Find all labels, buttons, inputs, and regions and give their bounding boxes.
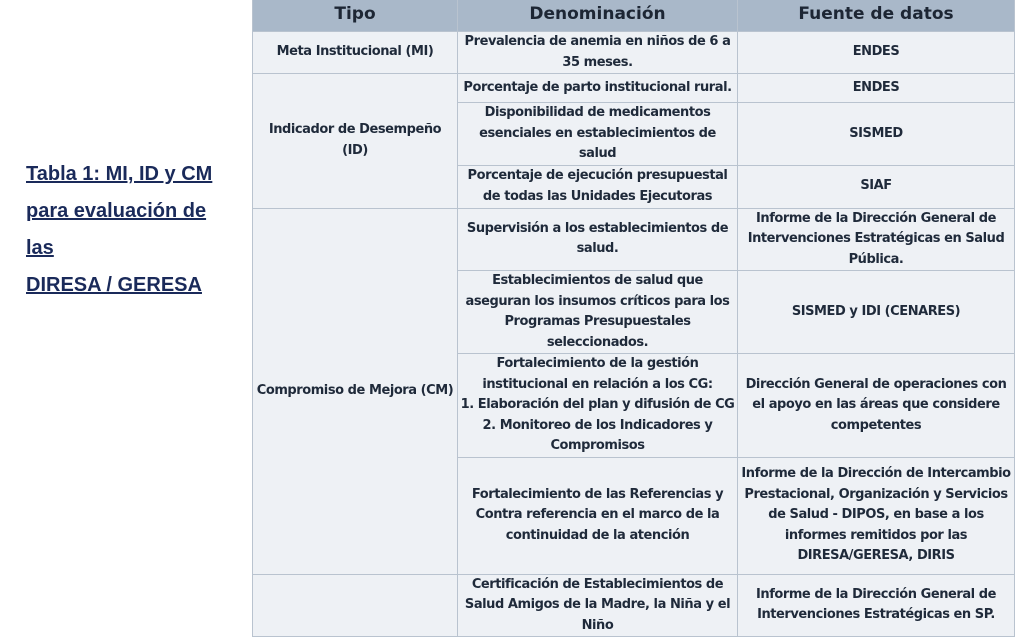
fuente-cell: ENDES bbox=[738, 32, 1015, 74]
table-row bbox=[253, 208, 1015, 271]
denominacion-cell: Prevalencia de anemia en niños de 6 a 35 meses. bbox=[458, 32, 738, 74]
fuente-cell: ENDES bbox=[738, 74, 1015, 103]
slide-title bbox=[26, 156, 238, 304]
denominacion-cell: Supervisión a los establecimientos de salud. bbox=[458, 208, 738, 271]
evaluation-table bbox=[252, 0, 1015, 637]
fuente-cell: Informe de la Dirección General de Intervenciones Estratégicas en SP. bbox=[738, 574, 1015, 637]
slide-title-line-2: para evaluación de las bbox=[26, 200, 207, 259]
denominacion-line: Fortalecimiento de la gestión institucional en relación a los CG: bbox=[482, 356, 713, 392]
tipo-cell-mi: Meta Institucional (MI) bbox=[253, 32, 458, 74]
header-denominacion: Denominación bbox=[458, 0, 738, 32]
denominacion-line: 1. Elaboración del plan y difusión de CG bbox=[460, 397, 735, 412]
denominacion-cell: Fortalecimiento de las Referencias y Contra referencia en el marco de la continuidad de la atención bbox=[458, 457, 738, 574]
table-header-row bbox=[253, 0, 1015, 32]
fuente-cell: Informe de la Dirección General de Intervenciones Estratégicas en Salud Pública. bbox=[738, 208, 1015, 271]
denominacion-cell bbox=[458, 354, 738, 458]
fuente-cell: SISMED y IDI (CENARES) bbox=[738, 271, 1015, 354]
slide-title-line-1: Tabla 1: MI, ID y CM bbox=[26, 163, 213, 185]
denominacion-cell: Establecimientos de salud que aseguran los insumos críticos para los Programas Presupuestales seleccionados. bbox=[458, 271, 738, 354]
tipo-cell-last bbox=[253, 574, 458, 637]
fuente-cell: Informe de la Dirección de Intercambio Prestacional, Organización y Servicios de Salud - DIPOS, en base a los informes remitidos por las DIRESA/GERESA, DIRIS bbox=[738, 457, 1015, 574]
fuente-cell: SIAF bbox=[738, 165, 1015, 208]
denominacion-cell: Porcentaje de parto institucional rural. bbox=[458, 74, 738, 103]
denominacion-line: 2. Monitoreo de los Indicadores y Compromisos bbox=[482, 417, 713, 453]
fuente-cell: Dirección General de operaciones con el apoyo en las áreas que considere competentes bbox=[738, 354, 1015, 458]
fuente-cell: SISMED bbox=[738, 103, 1015, 166]
tipo-cell-id: Indicador de Desempeño (ID) bbox=[253, 74, 458, 209]
denominacion-cell: Porcentaje de ejecución presupuestal de todas las Unidades Ejecutoras bbox=[458, 165, 738, 208]
header-tipo: Tipo bbox=[253, 0, 458, 32]
table-row bbox=[253, 74, 1015, 103]
header-fuente: Fuente de datos bbox=[738, 0, 1015, 32]
tipo-cell-cm: Compromiso de Mejora (CM) bbox=[253, 208, 458, 574]
denominacion-cell: Certificación de Establecimientos de Salud Amigos de la Madre, la Niña y el Niño bbox=[458, 574, 738, 637]
denominacion-cell: Disponibilidad de medicamentos esenciales en establecimientos de salud bbox=[458, 103, 738, 166]
table-row bbox=[253, 32, 1015, 74]
slide-title-line-3: DIRESA / GERESA bbox=[26, 274, 202, 296]
table-row bbox=[253, 574, 1015, 637]
